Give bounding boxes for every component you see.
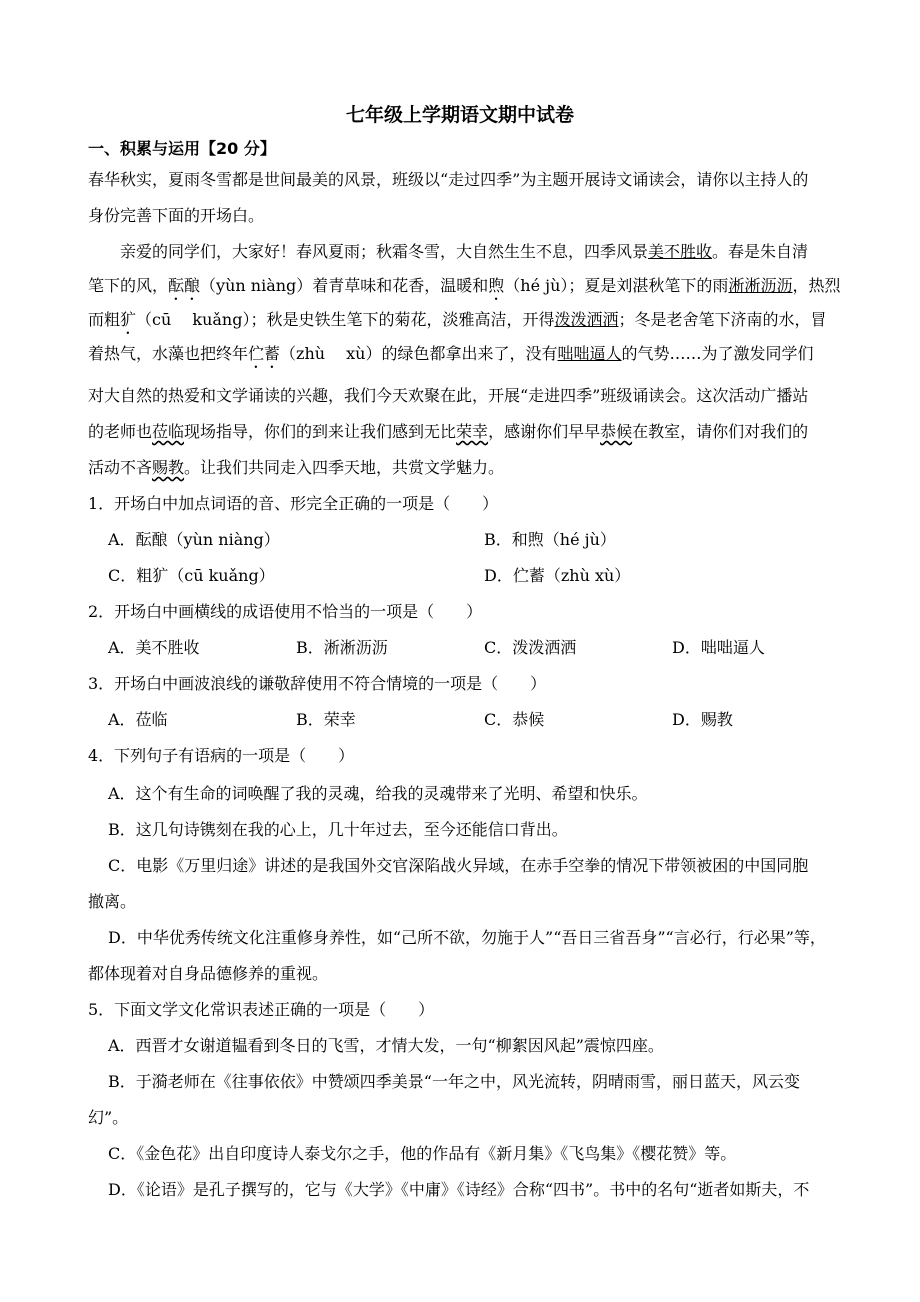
passage-line-3: 而粗犷（cū kuǎng）；秋是史铁生笔下的菊花，淡雅高洁，开得泼泼洒洒；冬是老舍笔下济南的水，冒 xyxy=(88,310,827,329)
q2-option-b[interactable]: B．淅淅沥沥 xyxy=(296,638,388,657)
question-2-stem: 2．开场白中画横线的成语使用不恰当的一项是（ ） xyxy=(88,602,483,621)
dotted-word: 煦 xyxy=(488,276,505,295)
passage-line-2: 笔下的风，酝酿（yùn niàng）着青草味和花香，温暖和煦（hé jù）；夏是刘湛秋笔下的雨淅淅沥沥，热烈 xyxy=(88,276,841,295)
passage-line-7: 活动不吝赐教。让我们共同走入四季天地，共赏文学魅力。 xyxy=(88,458,505,477)
q1-option-b[interactable]: B．和煦（hé jù） xyxy=(484,530,616,549)
q1-option-c[interactable]: C．粗犷（cū kuǎng） xyxy=(108,566,275,585)
passage-line-6: 的老师也莅临现场指导，你们的到来让我们感到无比荣幸，感谢你们早早恭候在教室，请你们对我们的 xyxy=(88,422,809,441)
q4-option-c-cont: 撤离。 xyxy=(88,892,137,911)
question-4-stem: 4．下列句子有语病的一项是（ ） xyxy=(88,746,355,765)
q2-option-a[interactable]: A．美不胜收 xyxy=(108,638,200,657)
q2-option-d[interactable]: D．咄咄逼人 xyxy=(672,638,765,657)
underlined-idiom: 泼泼洒洒 xyxy=(554,310,619,329)
question-1-stem: 1．开场白中加点词语的音、形完全正确的一项是（ ） xyxy=(88,494,499,513)
q5-option-d[interactable]: D．《论语》是孔子撰写的，它与《大学》《中庸》《诗经》合称“四书”。书中的名句“逝者如斯夫，不 xyxy=(108,1180,810,1199)
q4-option-c[interactable]: C．电影《万里归途》讲述的是我国外交官深陷战火异域，在赤手空拳的情况下带领被困的中国同胞 xyxy=(108,856,809,875)
wavy-word: 赐教 xyxy=(152,458,185,477)
wavy-word: 恭候 xyxy=(600,422,633,441)
dotted-word: 犷 xyxy=(120,310,137,329)
question-5-stem: 5．下面文学文化常识表述正确的一项是（ ） xyxy=(88,1000,435,1019)
q5-option-a[interactable]: A．西晋才女谢道韫看到冬日的飞雪，才情大发，一句“柳絮因风起”震惊四座。 xyxy=(108,1036,664,1055)
intro-line-1: 春华秋实，夏雨冬雪都是世间最美的风景，班级以“走过四季”为主题开展诗文诵读会，请你以主持人的 xyxy=(88,170,809,189)
wavy-word: 荣幸 xyxy=(456,422,489,441)
question-3-stem: 3．开场白中画波浪线的谦敬辞使用不符合情境的一项是（ ） xyxy=(88,674,547,693)
section-heading: 一、积累与运用【20 分】 xyxy=(88,139,276,158)
intro-line-2: 身份完善下面的开场白。 xyxy=(88,206,265,225)
underlined-idiom: 咄咄逼人 xyxy=(557,344,622,363)
q5-option-b-cont: 幻”。 xyxy=(88,1108,129,1127)
q1-option-a[interactable]: A．酝酿（yùn niàng） xyxy=(108,530,280,549)
q5-option-b[interactable]: B．于漪老师在《往事依依》中赞颂四季美景“一年之中，风光流转，阴晴雨雪，丽日蓝天，风云变 xyxy=(108,1072,800,1091)
q3-option-d[interactable]: D．赐教 xyxy=(672,710,733,729)
dotted-word: 酝酿 xyxy=(168,276,201,295)
q2-option-c[interactable]: C．泼泼洒洒 xyxy=(484,638,577,657)
q4-option-d[interactable]: D．中华优秀传统文化注重修身养性，如“己所不欲，勿施于人”“吾日三省吾身”“言必行，行必果”等， xyxy=(108,928,826,947)
q3-option-c[interactable]: C．恭候 xyxy=(484,710,545,729)
q4-option-a[interactable]: A．这个有生命的词唤醒了我的灵魂，给我的灵魂带来了光明、希望和快乐。 xyxy=(108,784,648,803)
q4-option-b[interactable]: B．这几句诗镌刻在我的心上，几十年过去，至今还能信口背出。 xyxy=(108,820,568,839)
passage-line-1: 亲爱的同学们，大家好！春风夏雨；秋霜冬雪，大自然生生不息，四季风景美不胜收。春是朱自清 xyxy=(120,242,809,261)
q3-option-b[interactable]: B．荣幸 xyxy=(296,710,356,729)
q4-option-d-cont: 都体现着对自身品德修养的重视。 xyxy=(88,964,329,983)
q1-option-d[interactable]: D．伫蓄（zhù xù） xyxy=(484,566,631,585)
passage-line-4: 着热气，水藻也把终年伫蓄（zhù xù）的绿色都拿出来了，没有咄咄逼人的气势……为了激发同学们 xyxy=(88,344,814,363)
q5-option-c[interactable]: C．《金色花》出自印度诗人泰戈尔之手，他的作品有《新月集》《飞鸟集》《樱花赞》等。 xyxy=(108,1144,737,1163)
underlined-idiom: 美不胜收 xyxy=(648,242,713,261)
q3-option-a[interactable]: A．莅临 xyxy=(108,710,168,729)
page-title: 七年级上学期语文期中试卷 xyxy=(345,104,574,126)
wavy-word: 莅临 xyxy=(152,422,185,441)
passage-line-5: 对大自然的热爱和文学诵读的兴趣，我们今天欢聚在此，开展“走进四季”班级诵读会。这次活动广播站 xyxy=(88,386,809,405)
dotted-word: 伫蓄 xyxy=(248,344,281,363)
underlined-idiom: 淅淅沥沥 xyxy=(728,276,793,295)
